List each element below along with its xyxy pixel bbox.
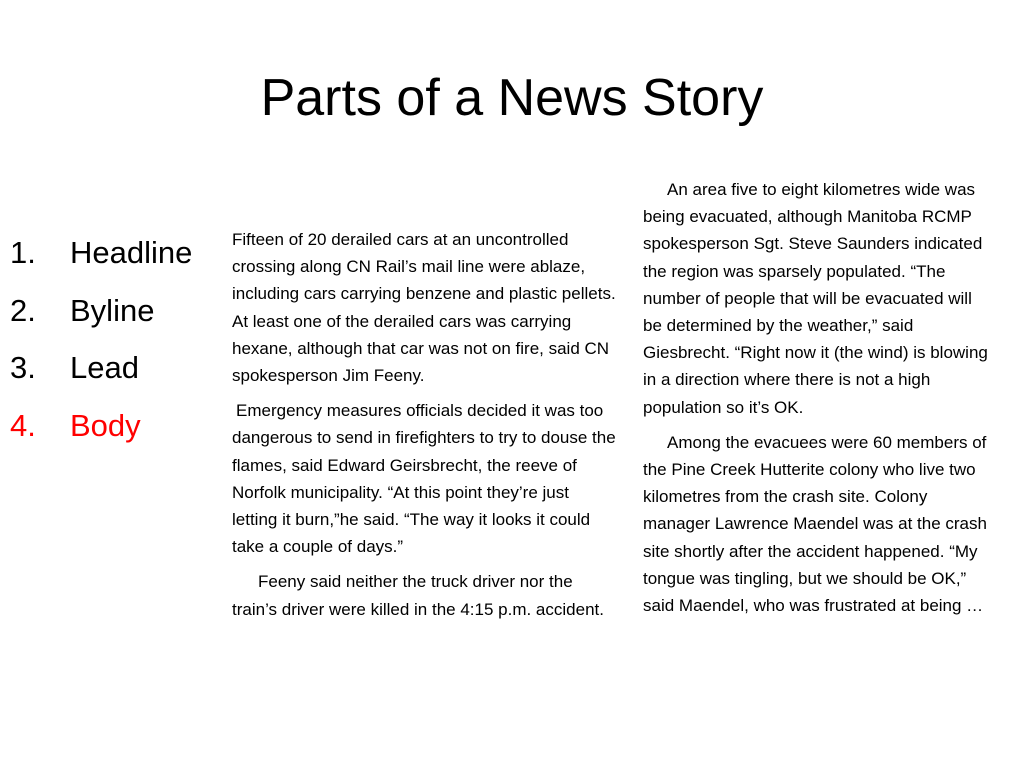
article-paragraph: Among the evacuees were 60 members of the Pine Creek Hutterite colony who live two kilometres from the crash site. Colony manager Lawrence Maendel was at the crash site shortly after the accident happened. “My tongue was tingling, but we should be OK,” said Maendel, who was frustrated at being … (643, 432, 987, 616)
list-item-number: 3. (10, 350, 36, 385)
slide-title: Parts of a News Story (260, 69, 764, 127)
list-item-label: Byline (70, 292, 155, 328)
list-item-label: Lead (70, 350, 139, 385)
list-item (10, 224, 220, 282)
article-paragraph: Emergency measures officials decided it was too dangerous to send in firefighters to try to douse the flames, said Edward Geirsbrecht, the reeve of Norfolk municipality. “At this point they’re just letting it burn,”he said. “The way it looks it could take a couple of days.” (232, 401, 616, 557)
article-column-2 (643, 176, 988, 627)
article-column-1 (232, 226, 616, 631)
list-item-highlighted (10, 397, 220, 455)
article-paragraph: Fifteen of 20 derailed cars at an uncontrolled crossing along CN Rail’s mail line were ablaze, including cars carrying benzene and plastic pellets. At least one of the derailed cars was carrying hexane, although that car was not on fire, said CN spokesperson Jim Feeny. (232, 230, 616, 386)
parts-list (10, 224, 220, 454)
list-item-label: Headline (70, 235, 193, 270)
list-item-label: Body (70, 407, 141, 443)
article-paragraph: An area five to eight kilometres wide was being evacuated, although Manitoba RCMP spokesperson Sgt. Steve Saunders indicated the region was sparsely populated. “The number of people that will be evacuated will be determined by the weather,” said Giesbrecht. “Right now it (the wind) is blowing in a direction where there is not a high population so it’s OK. (643, 180, 988, 417)
list-item-number: 2. (10, 292, 36, 328)
list-item-number: 4. (10, 407, 36, 443)
article-paragraph: Feeny said neither the truck driver nor the train’s driver were killed in the 4:15 p.m. accident. (232, 572, 604, 619)
list-item (10, 282, 220, 340)
list-item-number: 1. (10, 235, 36, 270)
list-item (10, 339, 220, 397)
